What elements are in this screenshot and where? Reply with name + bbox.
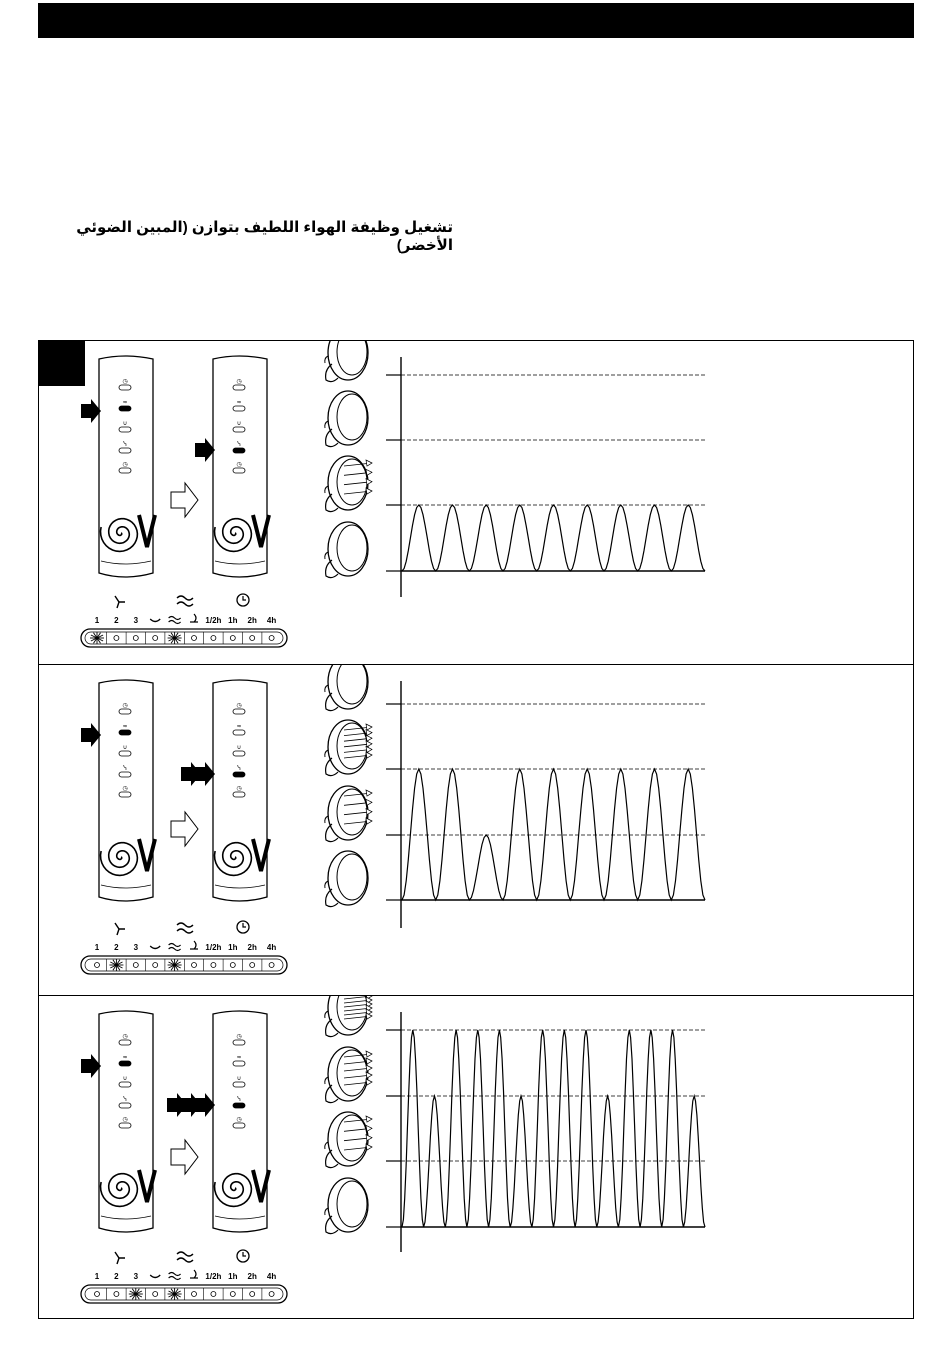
led-symbol: ∪ xyxy=(122,744,128,751)
led-symbol: ∪ xyxy=(122,420,128,427)
airflow-arrowhead xyxy=(366,746,372,752)
led-indicator xyxy=(233,1040,245,1045)
led-indicator xyxy=(233,448,245,453)
fan-head-icon xyxy=(325,786,372,842)
airflow-arrowhead xyxy=(366,799,372,805)
control-label: 2h xyxy=(247,1272,257,1281)
led-symbol: ≈ xyxy=(236,1054,242,1061)
led-indicator xyxy=(233,730,245,735)
led-symbol: ◷ xyxy=(236,1033,242,1040)
fan-head-icon xyxy=(325,996,372,1037)
control-label: 1 xyxy=(94,616,100,625)
led-indicator xyxy=(119,385,131,390)
control-strip xyxy=(81,594,287,647)
airflow-arrowhead xyxy=(366,1135,372,1141)
led-indicator xyxy=(233,772,245,777)
hollow-arrow-icon xyxy=(171,483,198,517)
section-heading: تشغيل وظيفة الهواء اللطيف بتوازن (المبين الضوئي الأخضر) xyxy=(76,219,453,254)
remote-control xyxy=(81,1011,155,1232)
led-symbol: ᓭ xyxy=(237,765,241,772)
led-symbol: ᓭ xyxy=(237,441,241,448)
clock-icon xyxy=(237,594,249,606)
airflow-arrowhead xyxy=(366,479,372,485)
led-symbol: ᓭ xyxy=(237,1096,241,1103)
clock-icon xyxy=(237,1250,249,1262)
panel-illustration xyxy=(39,665,915,997)
led-indicator xyxy=(119,751,131,756)
control-label: 1/2h xyxy=(205,943,222,952)
led-indicator xyxy=(119,1103,131,1108)
airflow-wave xyxy=(402,1030,705,1227)
airflow-wave xyxy=(402,769,705,900)
led-indicator xyxy=(119,772,131,777)
control-label: 3 xyxy=(133,943,139,952)
led-symbol: ∪ xyxy=(236,1075,242,1082)
fan-head-icon xyxy=(325,391,368,447)
led-symbol: ◷ xyxy=(122,1033,128,1040)
control-label: 2 xyxy=(114,616,119,625)
led-indicator xyxy=(233,468,245,473)
arrow-right-icon xyxy=(81,1054,101,1078)
control-label: 1/2h xyxy=(205,1272,222,1281)
mode-panel-1 xyxy=(38,340,914,665)
fan-head-icon xyxy=(325,456,372,512)
led-symbol: ᓭ xyxy=(123,1096,127,1103)
led-indicator xyxy=(119,1061,131,1066)
airflow-arrowhead xyxy=(366,488,372,494)
moon-icon xyxy=(190,1270,198,1278)
airflow-arrowhead xyxy=(366,1116,372,1122)
sleep-icon xyxy=(150,619,160,622)
panel-illustration xyxy=(39,341,915,666)
control-label: 1h xyxy=(228,943,238,952)
control-label: 2h xyxy=(247,616,257,625)
led-indicator xyxy=(233,1061,245,1066)
control-label: 4h xyxy=(266,1272,277,1281)
control-label: 4h xyxy=(266,616,277,625)
fan-head-icon xyxy=(325,1047,372,1103)
breeze-icon xyxy=(177,596,193,606)
control-label: 2 xyxy=(114,943,119,952)
airflow-arrowhead xyxy=(366,1051,372,1057)
airflow-arrowhead xyxy=(366,1079,372,1085)
led-indicator xyxy=(119,792,131,797)
hollow-arrow-icon xyxy=(171,1140,198,1174)
arrow-right-icon xyxy=(195,438,215,462)
arrow-right-icon xyxy=(81,399,101,423)
led-indicator xyxy=(119,1082,131,1087)
breeze-icon xyxy=(169,617,181,624)
arrow-right-icon xyxy=(81,723,101,747)
airflow-arrowhead xyxy=(366,752,372,758)
airflow-wave xyxy=(402,505,705,571)
control-label: 1 xyxy=(94,943,100,952)
airflow-arrowhead xyxy=(366,818,372,824)
fan-head-icon xyxy=(325,522,368,578)
led-symbol: ◷ xyxy=(122,702,128,709)
breeze-icon xyxy=(169,1273,181,1280)
led-symbol: ◷ xyxy=(236,378,242,385)
airflow-arrowhead xyxy=(366,809,372,815)
airflow-arrowhead xyxy=(366,741,372,747)
mode-panel-2 xyxy=(38,664,914,996)
airflow-arrowhead xyxy=(366,735,372,741)
remote-control xyxy=(181,680,269,901)
led-indicator xyxy=(233,1123,245,1128)
panel-illustration xyxy=(39,996,915,1320)
led-indicator xyxy=(233,792,245,797)
fan-head-icon xyxy=(325,851,368,907)
led-symbol: ◷ xyxy=(236,702,242,709)
control-label: 2h xyxy=(247,943,257,952)
arrow-right-icon xyxy=(195,1093,215,1117)
fan-head-icon xyxy=(325,341,368,382)
control-label: 1 xyxy=(94,1272,100,1281)
led-symbol: ≈ xyxy=(236,399,242,406)
airflow-arrowhead xyxy=(366,1058,372,1064)
airflow-arrowhead xyxy=(366,460,372,466)
led-symbol: ∪ xyxy=(236,744,242,751)
mode-panel-3 xyxy=(38,995,914,1319)
control-label: 1h xyxy=(228,1272,238,1281)
led-symbol: ◷ xyxy=(236,461,242,468)
led-indicator xyxy=(233,1103,245,1108)
led-symbol: ≈ xyxy=(122,723,128,730)
fan-icon xyxy=(115,1252,125,1264)
airflow-arrowhead xyxy=(366,469,372,475)
fan-icon xyxy=(115,596,125,608)
moon-icon xyxy=(190,614,198,622)
led-indicator xyxy=(119,730,131,735)
arrow-right-icon xyxy=(195,762,215,786)
remote-control xyxy=(81,680,155,901)
led-indicator xyxy=(233,1082,245,1087)
led-symbol: ≈ xyxy=(122,1054,128,1061)
hollow-arrow-icon xyxy=(171,812,198,846)
control-label: 2 xyxy=(114,1272,119,1281)
led-indicator xyxy=(119,468,131,473)
led-symbol: ◷ xyxy=(236,785,242,792)
airflow-arrowhead xyxy=(366,1072,372,1078)
airflow-arrowhead xyxy=(366,790,372,796)
led-indicator xyxy=(119,406,131,411)
fan-icon xyxy=(115,923,125,935)
led-indicator xyxy=(119,1040,131,1045)
led-indicator xyxy=(233,385,245,390)
led-indicator xyxy=(233,406,245,411)
led-symbol: ∪ xyxy=(236,420,242,427)
airflow-arrowhead xyxy=(366,1125,372,1131)
clock-icon xyxy=(237,921,249,933)
airflow-arrowhead xyxy=(366,1065,372,1071)
led-indicator xyxy=(119,709,131,714)
breeze-icon xyxy=(177,923,193,933)
led-symbol: ◷ xyxy=(122,378,128,385)
led-symbol: ᓭ xyxy=(123,765,127,772)
led-symbol: ◷ xyxy=(236,1116,242,1123)
sleep-icon xyxy=(150,946,160,949)
control-label: 1h xyxy=(228,616,238,625)
control-label: 3 xyxy=(133,616,139,625)
led-symbol: ᓭ xyxy=(123,441,127,448)
control-strip xyxy=(81,921,287,974)
airflow-arrowhead xyxy=(366,724,372,730)
fan-head-icon xyxy=(325,665,368,711)
led-symbol: ◷ xyxy=(122,1116,128,1123)
fan-head-icon xyxy=(325,1178,368,1234)
sleep-icon xyxy=(150,1275,160,1278)
led-indicator xyxy=(233,427,245,432)
led-indicator xyxy=(233,751,245,756)
led-symbol: ≈ xyxy=(236,723,242,730)
breeze-icon xyxy=(169,944,181,951)
breeze-icon xyxy=(177,1252,193,1262)
control-label: 3 xyxy=(133,1272,139,1281)
led-indicator xyxy=(233,709,245,714)
control-label: 4h xyxy=(266,943,277,952)
header-bar xyxy=(38,3,914,38)
led-indicator xyxy=(119,427,131,432)
airflow-arrowhead xyxy=(366,730,372,736)
led-symbol: ∪ xyxy=(122,1075,128,1082)
led-symbol: ◷ xyxy=(122,785,128,792)
fan-head-icon xyxy=(325,1112,372,1168)
remote-control xyxy=(195,356,269,577)
control-label: 1/2h xyxy=(205,616,222,625)
led-symbol: ◷ xyxy=(122,461,128,468)
fan-head-icon xyxy=(325,720,372,776)
led-indicator xyxy=(119,448,131,453)
airflow-arrowhead xyxy=(366,1144,372,1150)
control-strip xyxy=(81,1250,287,1303)
remote-control xyxy=(81,356,155,577)
led-indicator xyxy=(119,1123,131,1128)
moon-icon xyxy=(190,941,198,949)
remote-control xyxy=(167,1011,269,1232)
led-symbol: ≈ xyxy=(122,399,128,406)
